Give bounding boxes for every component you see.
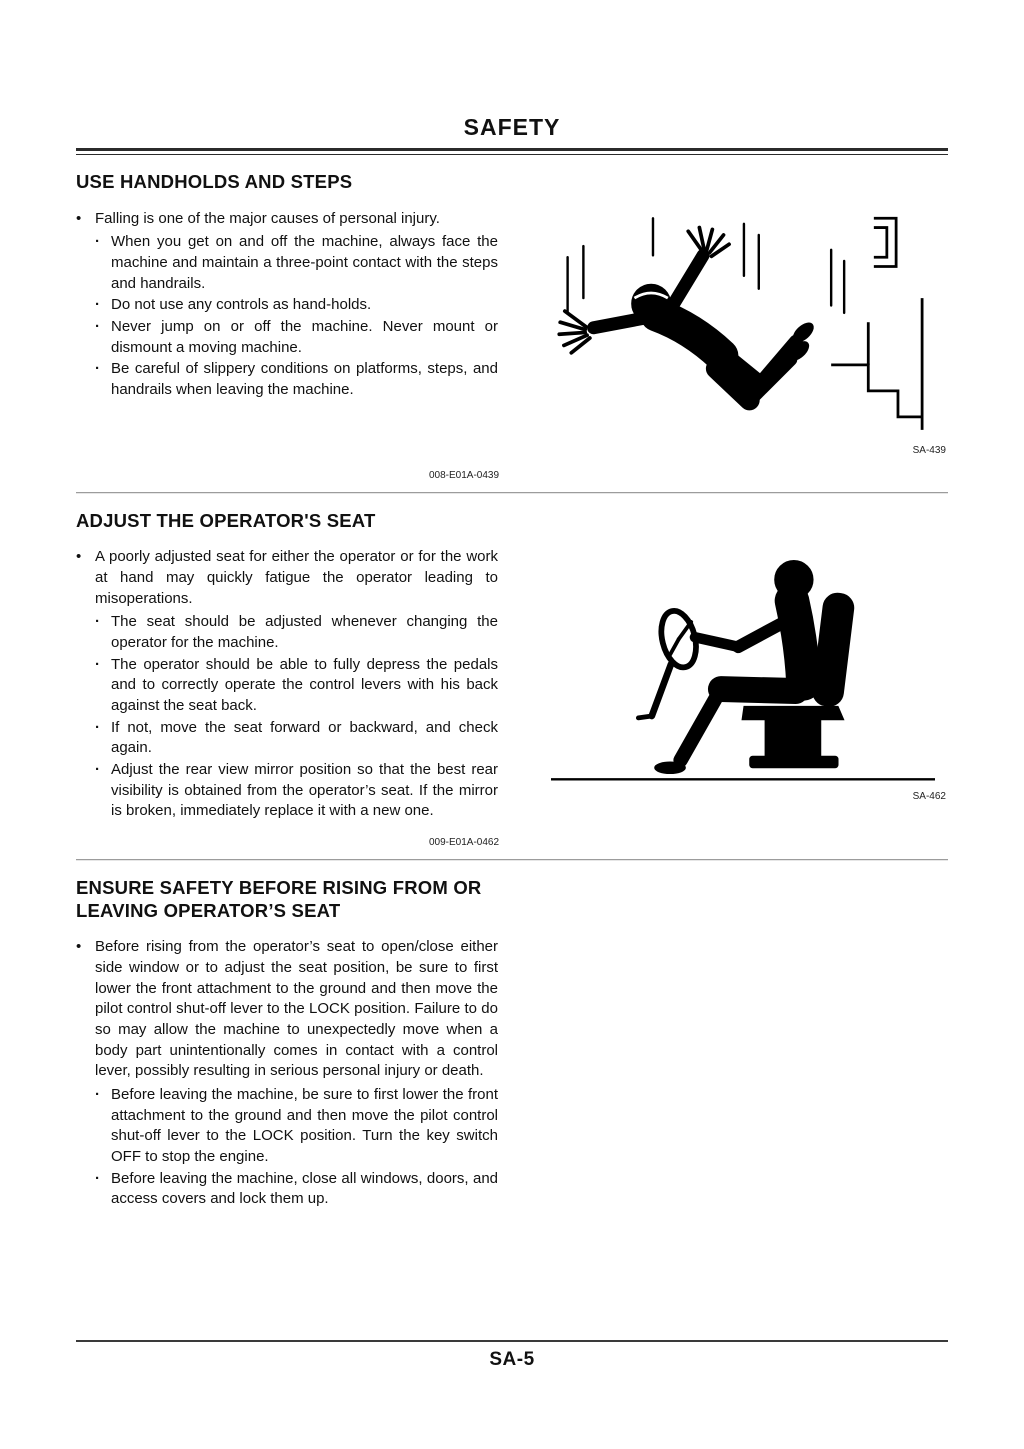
figure-column	[516, 209, 948, 456]
bullet-text: Falling is one of the major causes of personal injury.	[95, 209, 440, 227]
sub-bullet-marker: ·	[95, 761, 100, 778]
bullet-marker: •	[76, 548, 82, 566]
sub-bullet-marker: ·	[95, 613, 100, 631]
page-footer	[76, 1340, 948, 1371]
sub-bullet-item	[95, 1085, 498, 1168]
title-double-rule	[76, 148, 948, 155]
bullet-text: A poorly adjusted seat for either the operator or for the work at hand may quickly fatigue the operator leading to misoperations.	[95, 548, 498, 607]
bullet-marker: •	[76, 938, 82, 956]
sub-bullet-marker: ·	[95, 718, 100, 736]
sub-bullet-text: Be careful of slippery conditions on platforms, steps, and handrails when leaving the machine.	[111, 360, 498, 399]
sub-bullet-text: The operator should be able to fully depress the pedals and to correctly operate the control levers with his back against the seat back.	[111, 655, 498, 714]
bullet-text: Before rising from the operator’s seat to open/close either side window or to adjust the seat position, be sure to first lower the front attachment to the ground and then move the pilot control shut-off lever to the LOCK position. Failure to do so may allow the machine to unexpectedly move when a body part unintentionally comes in contact with a control lever, possibly resulting in serious personal injury or death.	[95, 938, 498, 1080]
sub-bullet-text: When you get on and off the machine, always face the machine and maintain a three-point contact with the steps and handrails.	[111, 233, 498, 292]
figure-label: SA-462	[912, 791, 946, 803]
figure-column	[516, 547, 948, 802]
sub-bullet-marker: ·	[95, 360, 100, 378]
sub-bullet-item	[95, 718, 498, 759]
sub-bullet-marker: ·	[95, 318, 100, 335]
sub-bullet-marker: ·	[95, 296, 100, 314]
section-use-handholds-and-steps	[76, 171, 948, 481]
sub-bullet-marker: ·	[95, 1169, 100, 1187]
sub-bullet-text: Before leaving the machine, close all windows, doors, and access covers and lock them up.	[111, 1169, 498, 1208]
section-text-column	[76, 209, 498, 402]
figure-code: 009-E01A-0462	[428, 837, 500, 849]
section-text-column	[76, 937, 498, 1211]
section-heading: ENSURE SAFETY BEFORE RISING FROM OR LEAVING OPERATOR’S SEAT	[76, 877, 482, 921]
section-heading: USE HANDHOLDS AND STEPS	[76, 171, 353, 192]
figure-code: 008-E01A-0439	[428, 469, 500, 481]
section-text-column	[76, 547, 498, 823]
sub-bullet-text: Adjust the rear view mirror position so that the best rear visibility is obtained from the operator’s seat. If the mirror is broken, immediately replace it with a new one.	[111, 761, 498, 820]
bullet-marker: •	[76, 209, 82, 227]
sub-bullet-item	[95, 612, 498, 653]
sub-bullet-text: If not, move the seat forward or backward, and check again.	[111, 718, 498, 757]
figure-label: SA-439	[912, 444, 946, 456]
section-separator	[76, 492, 948, 494]
section-adjust-operators-seat	[76, 510, 948, 849]
sub-bullet-text: The seat should be adjusted whenever changing the operator for the machine.	[111, 613, 498, 651]
falling-from-machine-illustration	[538, 209, 948, 441]
sub-bullet-item	[95, 232, 498, 294]
sub-bullet-item	[95, 655, 498, 717]
sub-bullet-text: Never jump on or off the machine. Never mount or dismount a moving machine.	[111, 318, 498, 356]
bullet-item	[76, 547, 498, 609]
section-ensure-safety-before-rising	[76, 877, 948, 1211]
sub-bullet-item	[95, 359, 498, 400]
sub-bullet-item	[95, 317, 498, 358]
bullet-item	[76, 209, 498, 230]
sub-bullet-marker: ·	[95, 233, 100, 251]
sub-bullet-item	[95, 1169, 498, 1210]
section-separator	[76, 859, 948, 861]
sub-bullet-text: Before leaving the machine, be sure to first lower the front attachment to the ground and then move the pilot control shut-off lever to the LOCK position. Turn the key switch OFF to stop the engine.	[111, 1086, 498, 1166]
sub-bullet-marker: ·	[95, 655, 100, 673]
operator-seat-illustration	[538, 547, 948, 787]
sub-bullet-marker: ·	[95, 1086, 100, 1103]
sub-bullet-text: Do not use any controls as hand-holds.	[111, 296, 372, 314]
section-heading: ADJUST THE OPERATOR'S SEAT	[76, 509, 376, 531]
footer-page-number: SA-5	[489, 1349, 535, 1370]
sub-bullet-item	[95, 760, 498, 822]
bullet-item	[76, 937, 498, 1082]
page-title: SAFETY	[463, 114, 561, 140]
sub-bullet-item	[95, 295, 498, 316]
